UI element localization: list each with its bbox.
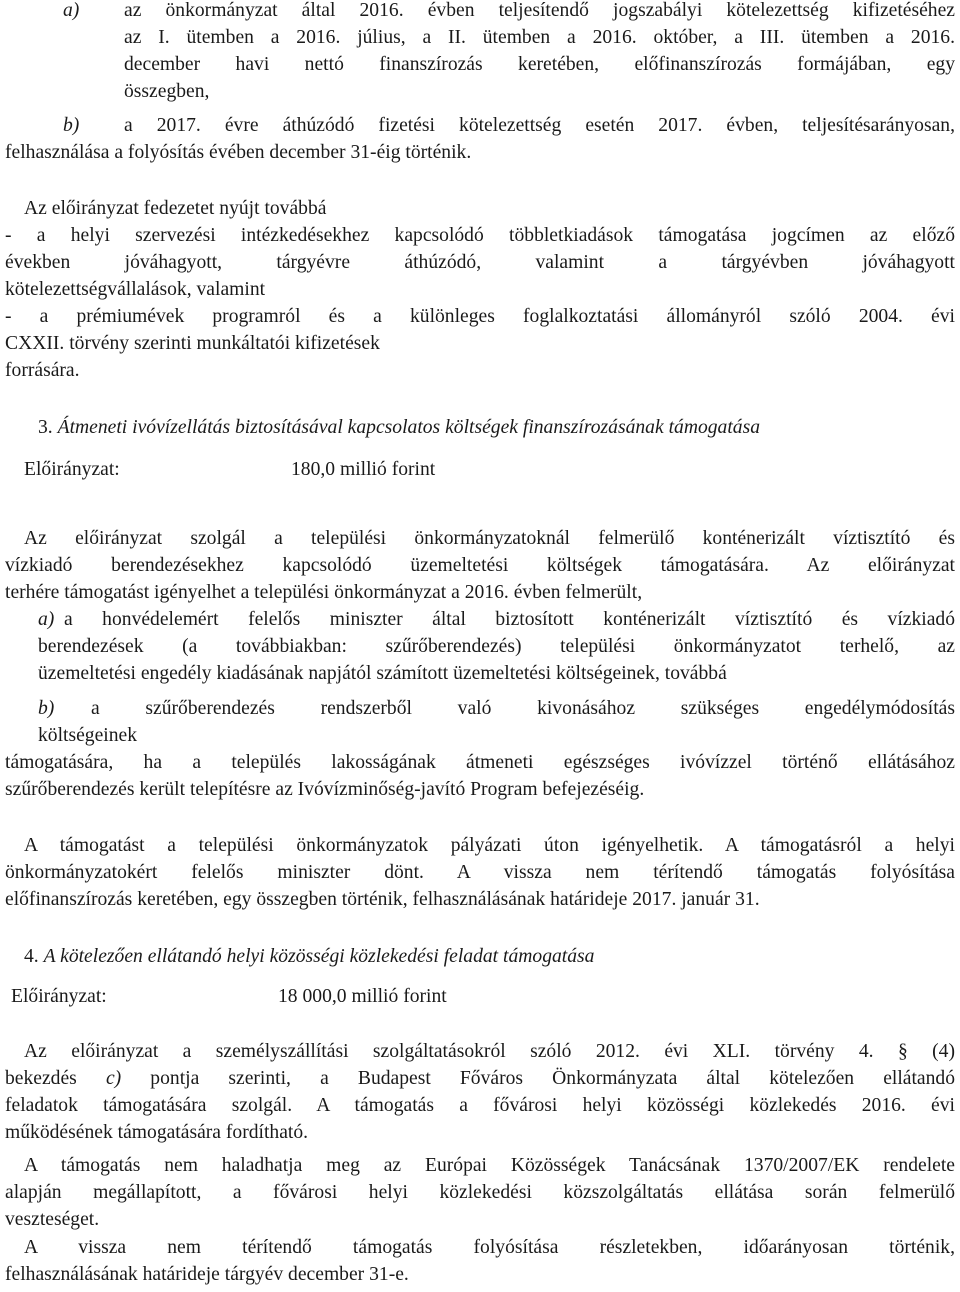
paragraph-line: CXXII. törvény szerinti munkáltatói kifizetések [5, 333, 380, 354]
paragraph-line: - a helyi szervezési intézkedésekhez kapcsolódó többletkiadások támogatása jogcímen az előző [5, 225, 955, 246]
list-label-a: a) [38, 609, 55, 630]
list-text: berendezések (a továbbiakban: szűrőberendezés) települési önkormányzatot terhelő, az [38, 636, 955, 657]
paragraph-line: kötelezettségvállalások, valamint [5, 279, 266, 300]
list-text: december havi nettó finanszírozás keretében, előfinanszírozás formájában, egy [124, 54, 955, 75]
paragraph-line: működésének támogatására fordítható. [5, 1122, 309, 1143]
list-text: az I. ütemben a 2016. július, a II. ütemben a 2016. október, a III. ütemben a 2016. [124, 27, 955, 48]
paragraph-line: - a prémiumévek programról és a különleges foglalkoztatási állományról szóló 2004. évi [5, 306, 955, 327]
section-number: 4. [24, 946, 39, 967]
paragraph-line: támogatására, ha a település lakosságának átmeneti egészséges ivóvízzel történő ellátásához [5, 752, 955, 773]
appropriation-value: 180,0 millió forint [291, 459, 436, 480]
section-title [38, 414, 760, 441]
paragraph-line: Az előirányzat a személyszállítási szolgáltatásokról szóló 2012. évi XLI. törvény 4. § (4) [24, 1041, 955, 1062]
paragraph-line: Az előirányzat szolgál a települési önkormányzatoknál felmerülő konténerizált víztisztító és [24, 528, 955, 549]
paragraph-line: terhére támogatást igényelhet a települési önkormányzat a 2016. évben felmerült, [5, 582, 643, 603]
list-text: üzemeltetési engedély kiadásának napjától számított üzemeltetési költségeinek, továbbá [38, 663, 727, 684]
list-text: összegben, [124, 81, 210, 102]
section-title-text: Átmeneti ivóvízellátás biztosításával kapcsolatos költségek finanszírozásának támogatása [57, 417, 761, 438]
list-text: a 2017. évre áthúzódó fizetési kötelezettség esetén 2017. évben, teljesítésarányosan, [124, 115, 955, 136]
paragraph-line: szűrőberendezés került telepítésre az Ivóvízminőség-javító Program befejezéséig. [5, 779, 645, 800]
paragraph-sign: § [897, 1041, 908, 1062]
paragraph-line: alapján megállapított, a fővárosi helyi közlekedési közszolgáltatás ellátása során felmerülő [5, 1182, 955, 1203]
paragraph-line: vízkiadó berendezésekhez kapcsolódó üzemeltetési költségek támogatására. Az előirányzat [5, 555, 955, 576]
section-number: 3. [38, 417, 53, 438]
paragraph-line: felhasználásának határideje tárgyév december 31-e. [5, 1264, 409, 1285]
list-text: a szűrőberendezés rendszerből való kivonásához szükséges engedélymódosítás [91, 698, 955, 719]
point-label: c) [105, 1068, 122, 1089]
section-title-text: A kötelezően ellátandó helyi közösségi közlekedési feladat támogatása [43, 946, 595, 967]
paragraph-line: A támogatást a települési önkormányzatok pályázati úton igényelhetik. A támogatásról a helyi [24, 835, 955, 856]
paragraph-line: forrására. [5, 360, 80, 381]
paragraph-line: Az előirányzat fedezetet nyújt továbbá [24, 198, 327, 219]
list-text: felhasználása a folyósítás évében december 31-éig történik. [5, 142, 472, 163]
paragraph-line: előfinanszírozás keretében, egy összegben történik, felhasználásának határideje 2017. január 31. [5, 889, 760, 910]
list-label-b: b) [38, 698, 55, 719]
list-label-b: b) [63, 115, 80, 136]
paragraph-line: A vissza nem térítendő támogatás folyósítása részletekben, időarányosan történik, [24, 1237, 955, 1258]
appropriation-value: 18 000,0 millió forint [278, 986, 447, 1007]
list-text: az önkormányzat által 2016. évben teljesítendő jogszabályi kötelezettség kifizetéséhez [124, 0, 955, 21]
paragraph-line: veszteséget. [5, 1209, 100, 1230]
list-text: a honvédelemért felelős miniszter által biztosított konténerizált víztisztító és vízkiadó [64, 609, 955, 630]
paragraph-line: A támogatás nem haladhatja meg az Európai Közösségek Tanácsának 1370/2007/EK rendelete [24, 1155, 955, 1176]
appropriation-label: Előirányzat: [24, 459, 120, 480]
section-title [24, 943, 594, 970]
paragraph-line: években jóváhagyott, tárgyévre áthúzódó, valamint a tárgyévben jóváhagyott [5, 252, 955, 273]
paragraph-line: feladatok támogatására szolgál. A támogatás a fővárosi helyi közösségi közlekedés 2016. évi [5, 1095, 955, 1116]
list-label-a: a) [63, 0, 80, 21]
paragraph-line: önkormányzatokért felelős miniszter dönt. A vissza nem térítendő támogatás folyósítása [5, 862, 955, 883]
appropriation-label: Előirányzat: [11, 986, 107, 1007]
list-text: költségeinek [38, 725, 138, 746]
paragraph-line: bekezdés c) pontja szerinti, a Budapest Főváros Önkormányzata által kötelezően ellátandó [5, 1068, 956, 1089]
